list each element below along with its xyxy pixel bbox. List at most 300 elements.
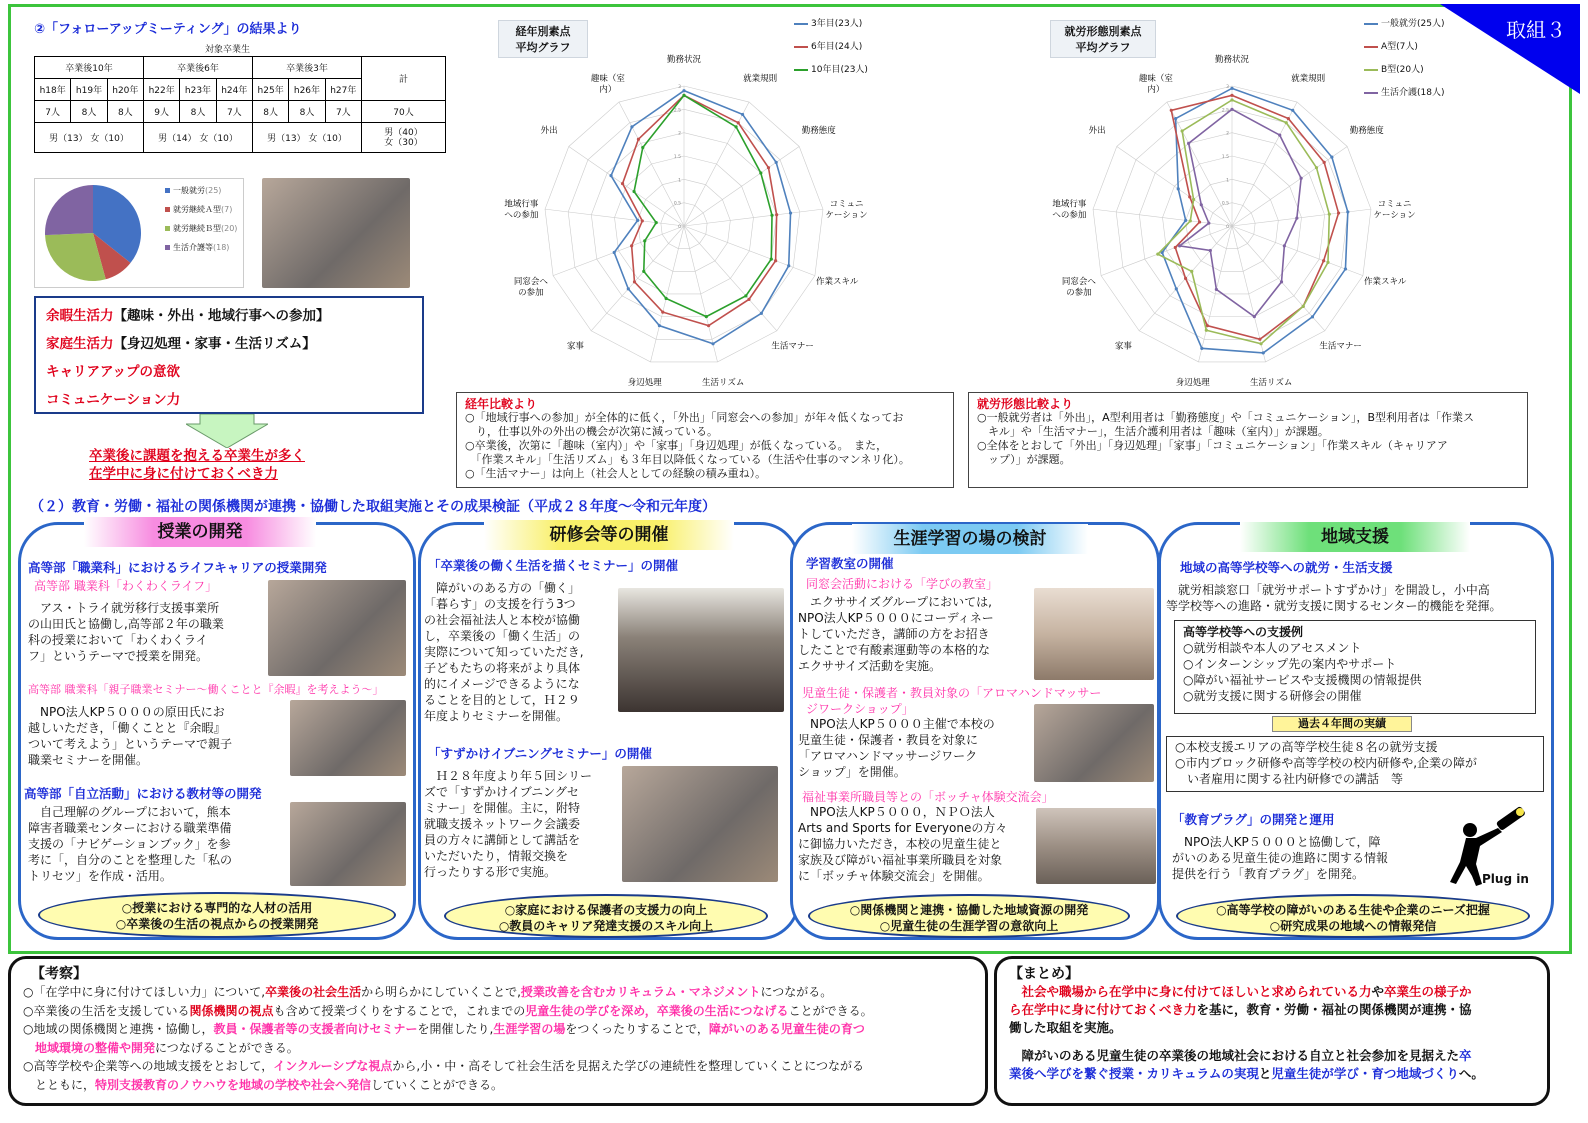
radar-point — [760, 312, 763, 315]
radar-spoke — [1232, 226, 1325, 331]
paragraph-line: 年度よりセミナーを開催。 — [424, 709, 569, 723]
skill-item — [46, 358, 412, 386]
radar-point — [1192, 198, 1195, 201]
skill-detail: 【趣味・外出・地域行事への参加】 — [113, 308, 330, 324]
matome-line — [1009, 1065, 1535, 1083]
legend-label: 一般就労 — [173, 186, 205, 195]
radar-point — [1323, 161, 1326, 164]
radar-point — [1178, 244, 1181, 247]
pie-slice — [45, 185, 93, 235]
radar-point — [1230, 94, 1233, 97]
paragraph-line: の社会福祉法人と本校が協働 — [424, 613, 581, 627]
text-span: 業後へ学びを繋ぐ授業・カリキュラムの実現 — [1009, 1066, 1259, 1081]
col4-text-a — [1166, 582, 1546, 614]
radar-point — [711, 342, 714, 345]
table-cell: h25年 — [252, 79, 288, 101]
skill-detail: 【身辺処理・家事・生活リズム】 — [113, 336, 316, 352]
table-cell: h22年 — [143, 79, 179, 101]
radar-axis-label: 就業規則 — [1291, 73, 1326, 84]
col3-text-c — [798, 804, 1038, 884]
radar-point — [682, 94, 685, 97]
exercise-photo — [1034, 588, 1154, 680]
legend-label: A型(7人) — [1381, 42, 1418, 52]
radar-point — [636, 219, 639, 222]
legend-swatch — [165, 188, 170, 193]
radar-axis-label: 生活マナー — [771, 341, 814, 352]
radar-point — [707, 324, 710, 327]
radar-point — [1189, 219, 1192, 222]
skill-red: 家庭生活力 — [46, 336, 114, 352]
col2-head: 研修会等の開催 — [484, 520, 734, 550]
text-span — [23, 1041, 35, 1055]
radar-point — [1330, 155, 1333, 158]
legend-label: 一般就労(25人) — [1381, 19, 1445, 29]
col4-summary-1: ○高等学校の障がいのある生徒や企業のニーズ把握 — [1216, 903, 1490, 917]
radar-legend-item — [794, 39, 868, 52]
paragraph-line: 子どもたちの将来がより具体 — [424, 661, 581, 675]
radar-point — [1188, 195, 1191, 198]
note-line: い者雇用に関する社内研修での講話 等 — [1175, 772, 1404, 786]
text-span: ○「在学中に身に付けてほしい力」について, — [23, 985, 266, 999]
col1-summary-oval — [38, 892, 396, 938]
radar-axis-label: 地域行事への参加 — [504, 199, 539, 221]
paragraph-line: NPO法人KP５０００と協働して，障 — [1172, 835, 1381, 849]
radar-point — [641, 146, 644, 149]
table-header: 卒業後10年 — [35, 57, 144, 79]
radar-tick-label: 0 — [1226, 225, 1229, 230]
paragraph-line: ズで「すずかけイブニングセ — [424, 785, 579, 799]
table-cell: 7人 — [216, 101, 252, 123]
radar-point — [642, 270, 645, 273]
result-box — [1166, 736, 1544, 792]
legend-label: 就労継続Ａ型 — [173, 205, 221, 214]
radar-point — [661, 310, 664, 313]
radar-point — [1295, 217, 1298, 220]
paragraph-line: 自己理解のグループにおいて，熊本 — [28, 805, 231, 819]
radar-point — [1300, 177, 1303, 180]
radar-point — [1184, 277, 1187, 280]
text-span: ○高等学校や企業等への地域支援をとおして， — [23, 1059, 274, 1073]
radar-point — [633, 280, 636, 283]
radar-axis-label: 作業スキル — [1363, 277, 1407, 288]
paragraph-line: したことで有酸素運動等の本格的な — [798, 643, 991, 657]
paragraph-line: 支援の「ナビゲーションブック」を参 — [28, 837, 231, 851]
radar-tick-label: 3 — [1226, 85, 1229, 90]
radar-axis-label: 生活マナー — [1319, 341, 1362, 352]
radar-point — [682, 89, 685, 92]
table-cell: 男（14） 女（10） — [143, 123, 252, 153]
radar-point — [774, 259, 777, 262]
note-line: ○就労支援に関する研修会の開催 — [1183, 689, 1362, 703]
matome-line — [1009, 983, 1535, 1001]
seminar-photo-1 — [618, 588, 784, 712]
table-row — [35, 57, 446, 79]
text-span: インクルーシブな視点 — [273, 1059, 393, 1073]
legend-label: 3年目(23人) — [811, 19, 863, 29]
radar1-title: 経年別素点 — [515, 25, 571, 38]
radar-point — [1205, 329, 1208, 332]
paragraph-line: Arts and Sports for Everyoneの方々 — [798, 821, 1008, 835]
paragraph-line: 職業セミナーを開催。 — [28, 753, 149, 767]
table-cell: h27年 — [325, 79, 361, 101]
table-cell: 9人 — [143, 101, 179, 123]
col2-text-a — [424, 580, 620, 724]
skill-item — [46, 386, 412, 414]
col4-h2a: 地域の高等学校等への就労・生活支援 — [1180, 560, 1393, 575]
text-span: と — [1258, 1066, 1272, 1081]
radar-chart-1 — [470, 40, 910, 392]
radar-point — [1337, 211, 1340, 214]
paragraph-line: 科の授業において「わくわくライ — [28, 633, 208, 647]
radar1-legend — [794, 16, 868, 85]
col3-summary-1: ○関係機関と連携・協働した地域資源の開発 — [849, 903, 1089, 917]
lesson-photo-2 — [290, 700, 406, 776]
radar-spoke — [684, 102, 749, 226]
radar-axis-label: 身辺処理 — [627, 378, 662, 389]
radar2-legend — [1364, 16, 1444, 108]
radar-point — [613, 251, 616, 254]
text-span: ○地域の関係機関と連携・協働し， — [23, 1022, 214, 1036]
radar-point — [1311, 315, 1314, 318]
legend-line — [1364, 46, 1378, 48]
kousatsu-line — [23, 1057, 973, 1076]
skill-red: コミュニケーション力 — [46, 392, 181, 408]
paragraph-line: 「暮らす」の支援を行う3つ — [424, 597, 576, 611]
matome-title: 【まとめ】 — [1009, 966, 1079, 982]
meeting-photo — [262, 178, 410, 288]
note-line: ○本校支援エリアの高等学校生徒８名の就労支援 — [1175, 740, 1438, 754]
legend-label: B型(20人) — [1381, 65, 1424, 75]
col3-summary-oval — [808, 894, 1130, 938]
radar-point — [1187, 142, 1190, 145]
radar-point — [1230, 87, 1233, 90]
radar-axis-label: 外出 — [1088, 125, 1106, 136]
radar-tick-label: 3 — [678, 85, 681, 90]
legend-line — [794, 23, 808, 25]
col4-summary-oval — [1176, 894, 1530, 938]
col4-h2b: 「教育プラグ」の開発と運用 — [1172, 812, 1335, 827]
radar-point — [1262, 351, 1265, 354]
aroma-photo — [1034, 704, 1154, 782]
legend-count: (18) — [213, 243, 230, 252]
radar-point — [705, 315, 708, 318]
radar-axis-label: 作業スキル — [815, 277, 859, 288]
col1-h2b: 高等部「自立活動」における教材等の開発 — [24, 786, 262, 801]
radar-point — [1278, 133, 1281, 136]
radar-point — [655, 221, 658, 224]
radar-axis-label: 家事 — [566, 341, 584, 352]
radar-legend-item — [1364, 39, 1444, 52]
table-caption: 対象卒業生 — [205, 45, 251, 55]
radar-tick-label: 2.5 — [673, 108, 681, 114]
radar-point — [1206, 324, 1209, 327]
paragraph-line: 越しいただき，「働くことと『余暇』 — [28, 721, 226, 735]
radar-point — [1170, 109, 1173, 112]
conclusion-line2: 在学中に身に付けておくべき力 — [89, 466, 278, 482]
col3-h3a: 同窓会活動における「学びの教室」 — [806, 577, 999, 591]
radar-axis-label: 勤務態度 — [801, 125, 836, 136]
radar-point — [1190, 270, 1193, 273]
table-cell: h26年 — [289, 79, 325, 101]
paragraph-line: トリセツ」を作成・活用。 — [28, 869, 172, 883]
matome-line — [1009, 1001, 1535, 1019]
radar-point — [1198, 220, 1201, 223]
radar-point — [1230, 108, 1233, 111]
lesson-photo-1 — [268, 580, 406, 676]
note-yearly-title: 経年比較より — [465, 397, 538, 411]
kousatsu-box — [8, 956, 988, 1106]
radar-point — [770, 257, 773, 260]
radar-tick-label: 0 — [678, 225, 681, 230]
radar-point — [1207, 222, 1210, 225]
table-cell: 7人 — [325, 101, 361, 123]
radar-point — [1283, 244, 1286, 247]
paragraph-line: Ｈ２８年度より年５回シリー — [424, 769, 593, 783]
paragraph-line: の山田氏と協働し,高等部２年の職業 — [28, 617, 224, 631]
radar-point — [665, 297, 668, 300]
text-span: 関係機関の視点 — [189, 1003, 274, 1018]
paragraph-line: エクササイズグループにおいては, — [798, 595, 992, 609]
radar-point — [658, 324, 661, 327]
col1-h3a: 高等部 職業科「わくわくライフ」 — [34, 579, 218, 593]
radar-point — [609, 174, 612, 177]
radar-tick-label: 0.5 — [1221, 201, 1229, 207]
pie-legend-item — [165, 242, 237, 253]
radar-axis-label: 外出 — [540, 125, 558, 136]
text-span: 卒業生の様子か — [1384, 984, 1472, 999]
radar-tick-label: 1 — [678, 178, 681, 184]
table-cell: h20年 — [107, 79, 143, 101]
radar-legend-item — [1364, 85, 1444, 98]
text-span: 卒業後の社会生活 — [265, 985, 362, 999]
text-span: をつくったりすることで， — [565, 1022, 709, 1036]
text-span: 卒 — [1459, 1048, 1472, 1063]
paragraph-line: 行ったりする形で実施。 — [424, 865, 557, 879]
text-span: していくことができる。 — [371, 1077, 504, 1092]
paragraph-line: NPO法人KP５０００にコーディネー — [798, 611, 994, 625]
radar-point — [1184, 219, 1187, 222]
radar-point — [1285, 121, 1288, 124]
radar-point — [1174, 246, 1177, 249]
col2-h2b: 「すずかけイブニングセミナー」の開催 — [428, 746, 652, 761]
table-header: 卒業後3年 — [252, 57, 361, 79]
radar-point — [787, 264, 790, 267]
radar-axis-label: 勤務状況 — [1214, 55, 1250, 66]
paragraph-line: NPO法人KP５０００の原田氏にお — [28, 705, 225, 719]
paragraph-line: ることを目的として，Ｈ２９ — [424, 693, 580, 707]
kousatsu-line — [23, 983, 973, 1002]
radar-legend-item — [794, 16, 868, 29]
legend-label: 10年目(23人) — [811, 65, 868, 75]
note-work — [968, 392, 1528, 488]
radar-point — [1253, 315, 1256, 318]
radar-point — [1287, 117, 1290, 120]
table-cell: h23年 — [180, 79, 216, 101]
radar-point — [643, 239, 646, 242]
conclusion-line1: 卒業後に課題を抱える卒業生が多く — [89, 448, 305, 464]
col4-summary-2: ○研究成果の地域への情報発信 — [1269, 919, 1437, 933]
radar-point — [1174, 117, 1177, 120]
table-header: 計 — [362, 57, 446, 101]
paragraph-line: トしていただき，講師の方をお招き — [798, 627, 990, 641]
col1-summary-2: ○卒業後の生活の視点からの授業開発 — [115, 917, 319, 931]
kousatsu-title: 【考察】 — [31, 966, 87, 982]
matome-line — [1009, 1047, 1535, 1065]
note-line: ○市内ブロック研修や高等学校の校内研修や,企業の障が — [1175, 756, 1478, 770]
paragraph-line: 提供を行う「教育プラグ」を開発。 — [1172, 867, 1365, 881]
skill-item — [46, 330, 412, 358]
paragraph-line: に御協力いただき，本校の児童生徒と — [798, 837, 1002, 851]
legend-swatch — [165, 226, 170, 231]
radar-point — [630, 244, 633, 247]
col3-summary-2: ○児童生徒の生涯学習の意欲向上 — [879, 919, 1059, 933]
radar-point — [767, 166, 770, 169]
radar-point — [1175, 287, 1178, 290]
paragraph-line: 家族及び障がい福祉事業所職員を対象 — [798, 853, 1003, 867]
text-span: 児童生徒が学び・育つ地域づくり — [1271, 1066, 1459, 1081]
note-line: ○全体をとおして「外出」「身辺処理」「家事」「コミュニケーション」「作業スキル（キャリアア — [977, 439, 1448, 452]
col1-text-c — [28, 804, 290, 884]
table-cell: 70人 — [362, 101, 446, 123]
text-span: へ。 — [1458, 1066, 1484, 1081]
skills-box — [34, 296, 424, 414]
col3-h3b2: ジワークショップ」 — [806, 702, 914, 716]
radar-tick-label: 1 — [1226, 178, 1229, 184]
paragraph-line: がいのある児童生徒の進路に関する情報 — [1172, 851, 1389, 865]
col1-text-b — [28, 704, 284, 768]
legend-swatch — [165, 245, 170, 250]
text-span: 教員・保護者等の支援者向けセミナー — [213, 1022, 418, 1036]
table-cell: 8人 — [180, 101, 216, 123]
radar-point — [737, 121, 740, 124]
paragraph-line: 的にイメージできるようにな — [424, 677, 580, 691]
paragraph-line: 障害者職業センターにおける職業準備 — [28, 821, 232, 835]
note-line: ○卒業後，次第に「趣味（室内）」や「家事」「身辺処理」が低くなっている。 また， — [465, 439, 888, 452]
note-line: ○障がい福祉サービスや支援機関の情報提供 — [1183, 673, 1422, 687]
legend-label: 生活介護等 — [173, 243, 213, 252]
legend-line — [1364, 92, 1378, 94]
radar-axis-label: 地域行事への参加 — [1052, 199, 1087, 221]
paragraph-line: 「アロマハンドマッサージワーク — [798, 749, 978, 763]
legend-count: (7) — [221, 205, 233, 214]
support-examples-box — [1174, 620, 1536, 714]
boccia-photo — [1036, 808, 1156, 884]
pie-legend-item — [165, 223, 237, 234]
col3-h2a: 学習教室の開催 — [806, 556, 894, 571]
radar-axis-label: 趣味（室内） — [1138, 73, 1173, 95]
radar-point — [1156, 253, 1159, 256]
lesson-photo-3 — [290, 802, 406, 886]
radar-axis-label: 生活リズム — [702, 378, 745, 389]
radar-point — [744, 294, 747, 297]
paragraph-line: 児童生徒・保護者・教員を対象に — [798, 733, 979, 747]
paragraph-line: 実際について知っていただき, — [424, 645, 584, 659]
radar-axis-label: 身辺処理 — [1175, 378, 1210, 389]
radar-tick-label: 2.5 — [1221, 108, 1229, 114]
radar-axis-label: 勤務状況 — [666, 55, 702, 66]
text-span: 障がいのある児童生徒の育つ — [708, 1022, 865, 1036]
plug-in-label: Plug in — [1482, 872, 1529, 886]
radar-point — [734, 125, 737, 128]
seminar-photo-2 — [622, 766, 778, 882]
col3-head: 生涯学習の場の検討 — [852, 524, 1088, 554]
table-cell: 7人 — [35, 101, 71, 123]
radar-point — [1209, 249, 1212, 252]
radar-point — [775, 161, 778, 164]
graduate-table — [34, 56, 446, 153]
radar-axis-label: 生活リズム — [1250, 378, 1293, 389]
text-span: や — [1371, 984, 1385, 999]
table-cell: 8人 — [252, 101, 288, 123]
radar2-title: 就労形態別素点 — [1064, 25, 1142, 38]
legend-line — [794, 69, 808, 71]
radar-point — [1346, 210, 1349, 213]
paragraph-line: 障がいのある方の「働く」 — [424, 581, 581, 595]
radar-point — [1291, 109, 1294, 112]
radar-tick-label: 0.5 — [673, 201, 681, 207]
col2-text-b — [424, 768, 620, 880]
section2-title: （２）教育・労働・福祉の関係機関が連携・協働した取組実施とその成果検証（平成２８年度～令和元年度） — [30, 499, 716, 515]
radar-point — [1177, 187, 1180, 190]
radar-point — [641, 219, 644, 222]
legend-swatch — [165, 207, 170, 212]
radar-point — [1322, 259, 1325, 262]
radar-spoke — [619, 102, 684, 226]
col2-summary-1: ○家庭における保護者の支援力の向上 — [504, 903, 708, 917]
radar-point — [1230, 98, 1233, 101]
table-cell: h24年 — [216, 79, 252, 101]
pie-chart-box — [34, 178, 244, 288]
pie-chart — [43, 179, 153, 287]
radar-axis-label: コミュニケーション — [825, 199, 868, 221]
note-line: ○一般就労者は「外出」，A型利用者は「勤務態度」や「コミュニケーション」，B型利用者は「作業ス — [977, 411, 1475, 424]
paragraph-line: NPO法人KP５０００，ＮＰＯ法人 — [798, 805, 995, 819]
radar-legend-item — [1364, 62, 1444, 75]
text-span: を開催したり, — [417, 1022, 494, 1036]
text-span: 授業改善を含むカリキュラム・マネジメント — [520, 985, 761, 999]
col4-text-b — [1172, 834, 1416, 882]
radar-point — [637, 138, 640, 141]
radar-point — [621, 182, 624, 185]
paragraph-line: NPO法人KP５０００主催で本校の — [798, 717, 995, 731]
col2-summary-2: ○教員のキャリア発達支援のスキル向上 — [498, 919, 714, 933]
text-span: につながる。 — [760, 985, 833, 999]
follow-title: ②「フォローアップミーティング」の結果より — [34, 22, 302, 37]
col3-text-a — [798, 594, 1030, 674]
table-row — [35, 101, 446, 123]
col1-text-a — [28, 600, 264, 664]
note-line: ○インターンシップ先の案内やサポート — [1183, 657, 1397, 671]
radar-point — [630, 125, 633, 128]
note-line: キル」や「生活マナー」，生活介護利用者は「趣味（室内）」が課題。 — [977, 425, 1329, 438]
paragraph-line: 等学校等への進路・就労支援に関するセンター的機能を発揮。 — [1166, 599, 1502, 613]
note-yearly — [456, 392, 954, 488]
radar-axis-label: 同窓会への参加 — [1061, 277, 1096, 299]
legend-label: 生活介護(18人) — [1381, 88, 1445, 98]
radar-point — [741, 113, 744, 116]
legend-label: 就労継続Ｂ型 — [173, 224, 221, 233]
note-line: り，仕事以外の外出の機会が次第に減っている。 — [465, 425, 718, 438]
radar2-subtitle: 平均グラフ — [1075, 41, 1131, 54]
radar-point — [1344, 267, 1347, 270]
radar-axis-label: コミュニケーション — [1373, 199, 1416, 221]
legend-count: (20) — [221, 224, 238, 233]
text-span: から明らかにしていくことで, — [361, 985, 521, 999]
radar-point — [1181, 129, 1184, 132]
text-span: から,小・中・高そして社会生活を見据えた学びの連続性を整理していくことにつながる — [392, 1059, 864, 1073]
table-cell: h18年 — [35, 79, 71, 101]
text-span: ○卒業後の生活を支援している — [23, 1003, 190, 1018]
